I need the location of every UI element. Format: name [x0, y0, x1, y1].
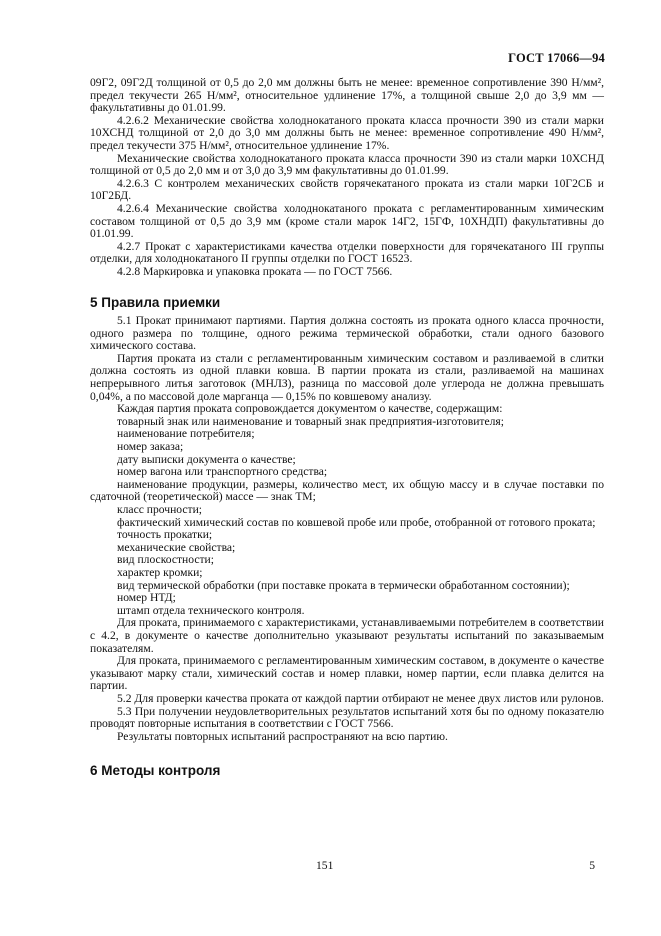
- list-item: номер заказа;: [117, 440, 184, 454]
- list-item: номер вагона или транспортного средства;: [117, 465, 328, 479]
- list-item: штамп отдела технического контроля.: [117, 603, 305, 617]
- paragraph: 5.2 Для проверки качества проката от каждой партии отбирают не менее двух листов или рулонов.: [117, 691, 604, 705]
- section-5-content: [90, 315, 604, 743]
- paragraph: Каждая партия проката сопровождается документом о качестве, содержащим:: [117, 402, 503, 416]
- paragraph: 4.2.6.3 С контролем механических свойств горячекатаного проката из стали марки 10Г2СБ и 10Г2БД.: [90, 176, 604, 203]
- footer-center-number: 151: [316, 859, 334, 872]
- document-body: [90, 77, 604, 778]
- list-item: фактический химический состав по ковшевой пробе или пробе, отобранной от готового проката;: [117, 515, 596, 529]
- paragraph: 4.2.8 Маркировка и упаковка проката — по ГОСТ 7566.: [117, 264, 393, 278]
- page-number: 5: [589, 859, 595, 872]
- quality-document-list: [90, 416, 604, 618]
- list-item: наименование продукции, размеры, количество мест, их общую массу и в случае поставки по сдаточной (теоретической) массе — знак ТМ;: [90, 477, 604, 504]
- list-item: точность прокатки;: [117, 528, 213, 542]
- section-heading-6: 6 Методы контроля: [90, 763, 221, 779]
- list-item: вид термической обработки (при поставке проката в термически обработанном состоянии);: [117, 578, 570, 592]
- list-item: дату выписки документа о качестве;: [117, 452, 296, 466]
- paragraph: 5.1 Прокат принимают партиями. Партия должна состоять из проката одного класса прочности, одного размера по толщине, одного режима термической обработки, стали одного базового химического состава.: [90, 314, 604, 353]
- list-item: номер НТД;: [117, 591, 176, 605]
- paragraph: Для проката, принимаемого с характеристиками, устанавливаемыми потребителем в соответствии с 4.2, в документе о качестве дополнительно указывают результаты испытаний по заказываемым показателям.: [90, 616, 604, 655]
- paragraph: Для проката, принимаемого с регламентированным химическим составом, в документе о качестве указывают марку стали, химический состав и номер плавки, номер партии, если плавка делится на партии.: [90, 654, 604, 693]
- section-heading-5: 5 Правила приемки: [90, 294, 221, 310]
- paragraph: Результаты повторных испытаний распространяют на всю партию.: [117, 729, 448, 743]
- paragraph: Партия проката из стали с регламентированным химическим составом и разливаемой в слитки должна состоять из одной плавки ковша. В партии проката из стали, разливаемой на машинах непрерывного литья заготовок (МНЛЗ), разница по массовой доле углерода не должна превышать 0,04%, а по массовой доле марганца — 0,15% по ковшевому анализу.: [90, 351, 604, 403]
- list-item: товарный знак или наименование и товарный знак предприятия-изготовителя;: [117, 414, 504, 428]
- list-item: характер кромки;: [117, 565, 203, 579]
- standard-header: ГОСТ 17066—94: [508, 51, 605, 65]
- paragraph: Механические свойства холоднокатаного проката класса прочности 390 из стали марки 10ХСНД толщиной от 0,5 до 2,0 мм и от 3,0 до 3,9 мм факультативны до 01.01.99.: [90, 151, 604, 178]
- list-item: наименование потребителя;: [117, 427, 255, 441]
- paragraph: 4.2.7 Прокат с характеристиками качества отделки поверхности для горячекатаного III группы отделки, для холоднокатаного II группы отделки по ГОСТ 16523.: [90, 239, 604, 266]
- paragraph: 09Г2, 09Г2Д толщиной от 0,5 до 2,0 мм должны быть не менее: временное сопротивление 390 Н/мм², предел текучести 265 Н/мм², относительное удлинение 17%, а толщиной свыше 2,0 до 3,9 мм — факультативны до 01.01.99.: [90, 76, 604, 115]
- paragraph: 4.2.6.2 Механические свойства холоднокатаного проката класса прочности 390 из стали марки 10ХСНД толщиной от 2,0 до 3,0 мм должны быть не менее: временное сопротивление 490 Н/мм², предел текучести 375 Н/мм², относительное удлинение 17%.: [90, 113, 604, 152]
- list-item: вид плоскостности;: [117, 553, 214, 567]
- paragraph: 5.3 При получении неудовлетворительных результатов испытаний хотя бы по одному показателю проводят повторные испытания в соответствии с ГОСТ 7566.: [90, 704, 604, 731]
- list-item: механические свойства;: [117, 540, 236, 554]
- list-item: класс прочности;: [117, 503, 203, 516]
- paragraph: 4.2.6.4 Механические свойства холоднокатаного проката с регламентированным химическим составом толщиной от 0,5 до 3,9 мм (кроме стали марок 14Г2, 15ГФ, 10ХНДП) факультативны до 01.01.99.: [90, 201, 604, 241]
